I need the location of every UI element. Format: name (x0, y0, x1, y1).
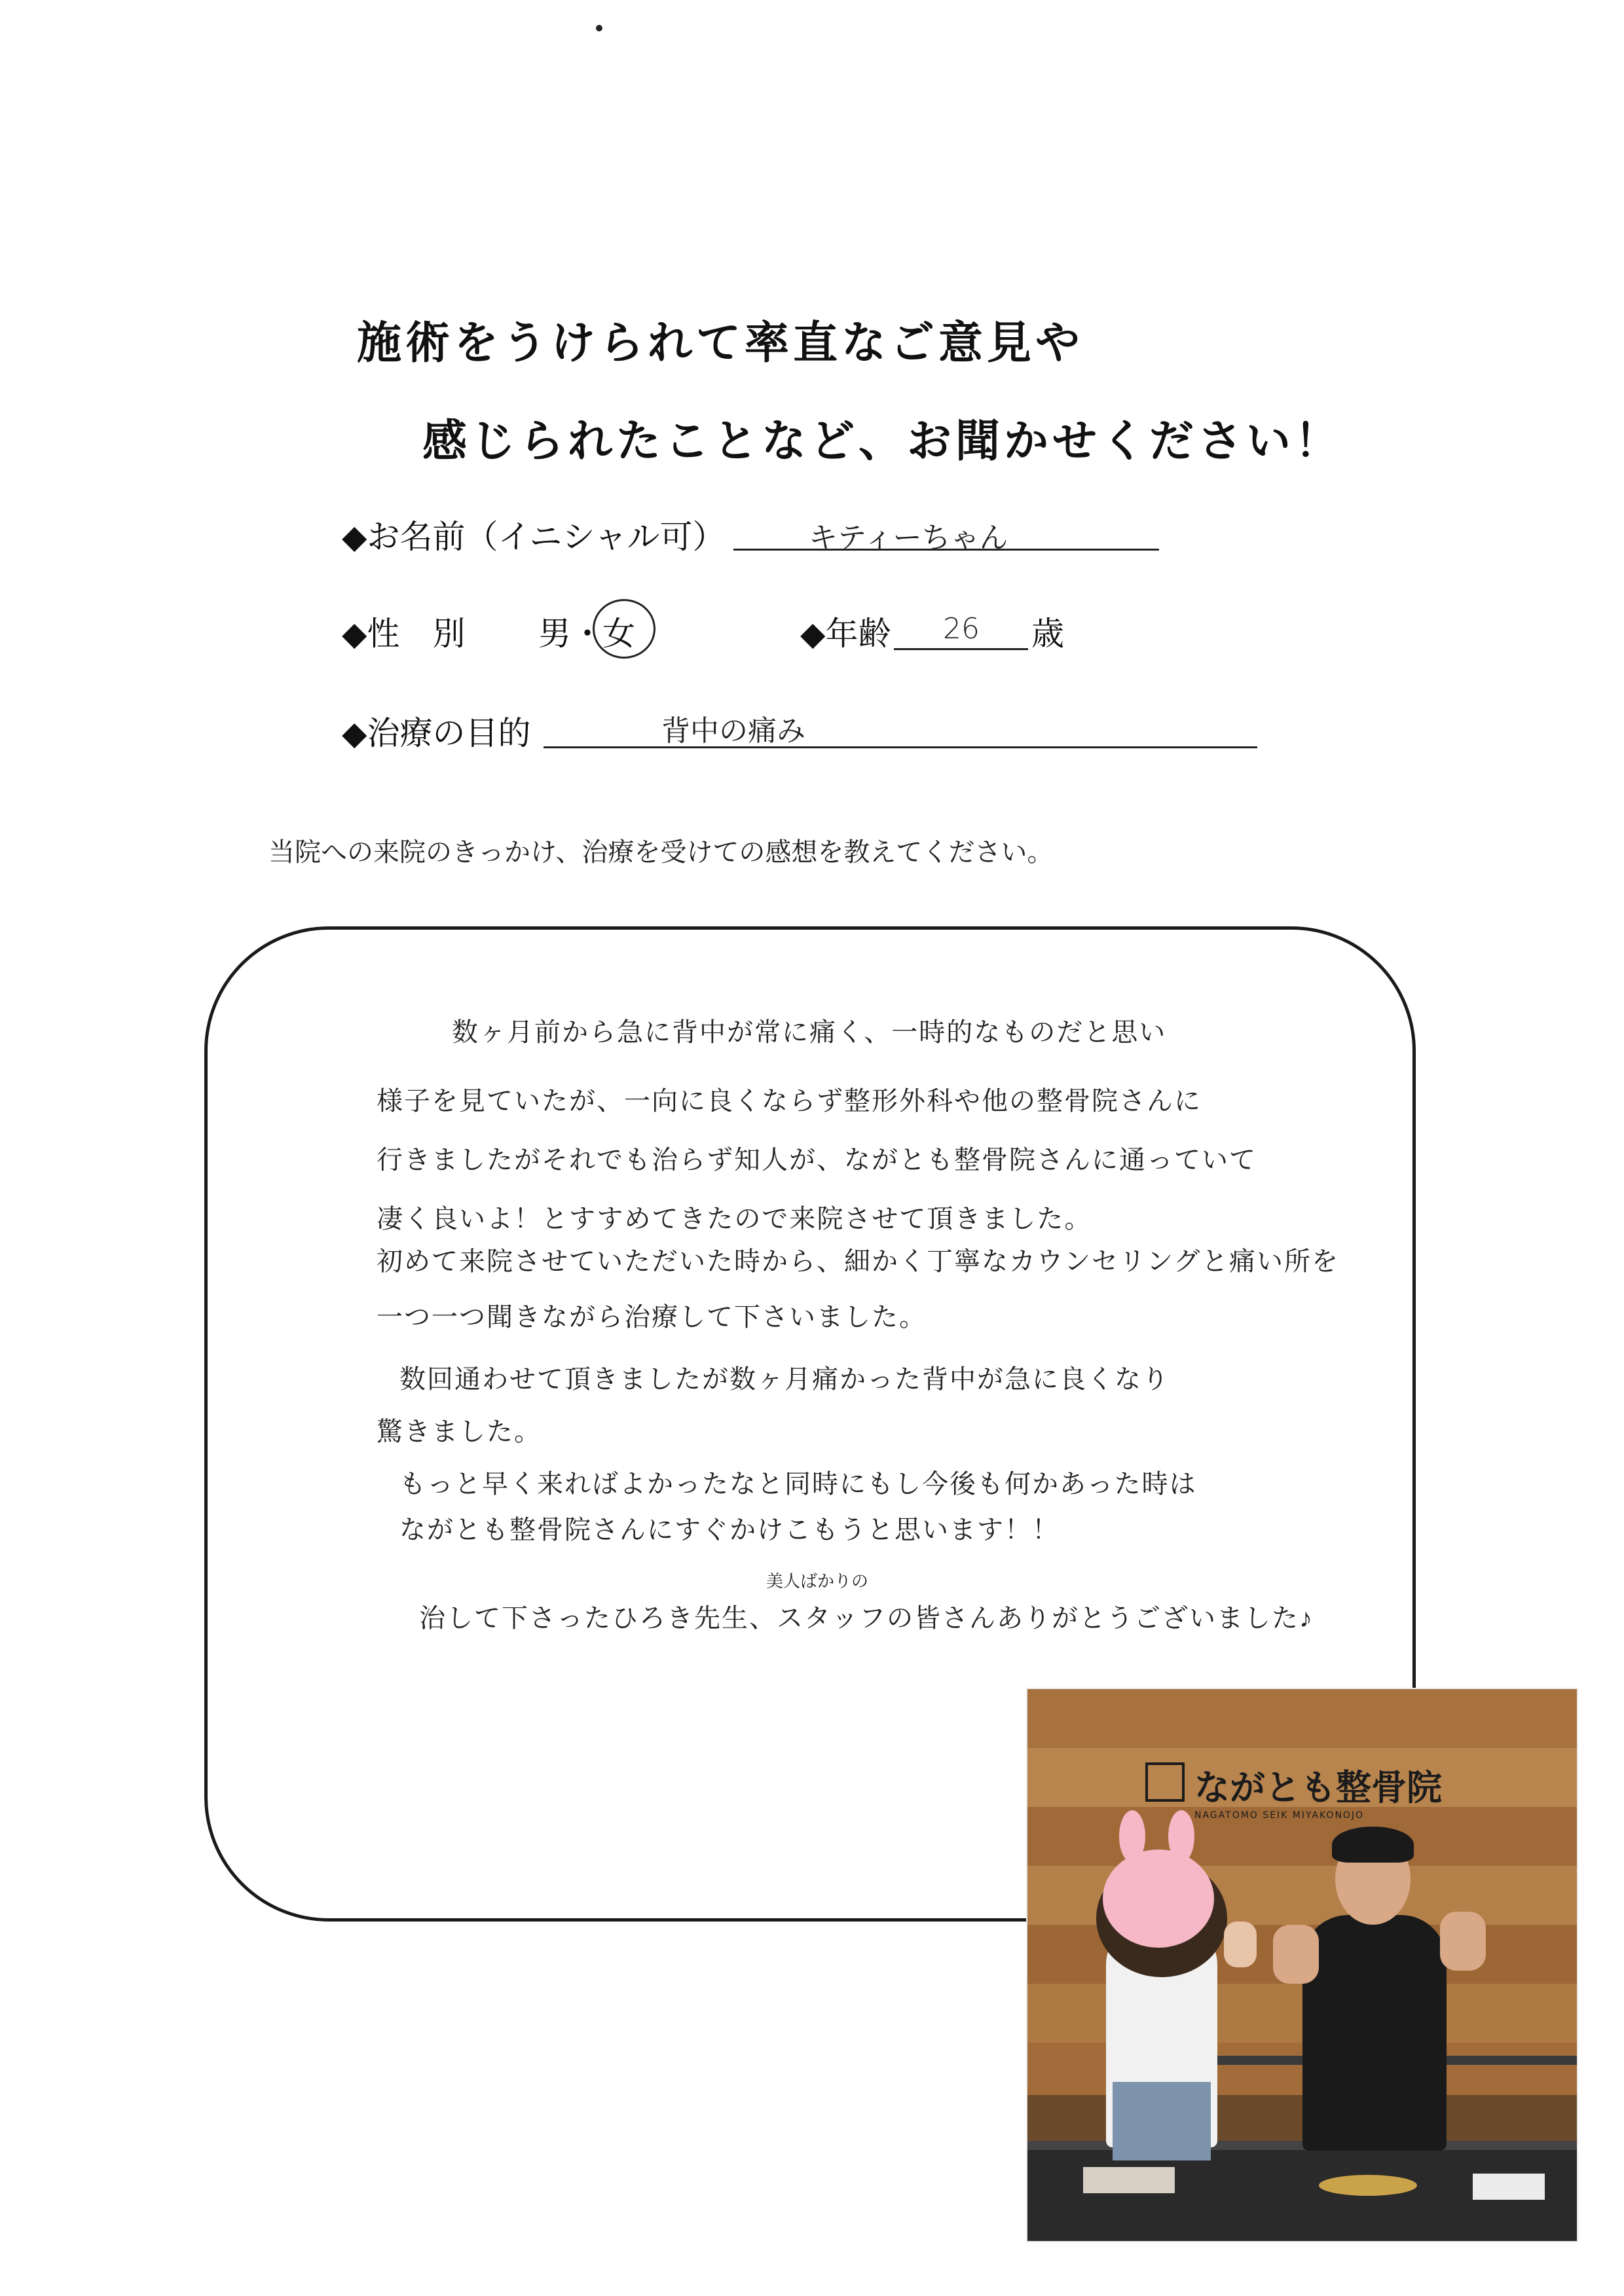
age-underline (894, 648, 1028, 650)
gender-label: ◆性 別 (342, 615, 466, 653)
feedback-prompt: 当院への来院のきっかけ、治療を受けての感想を教えてください。 (268, 837, 1054, 867)
comment-line: 凄く良いよ！とすすめてきたので来院させて頂きました。 (377, 1204, 1092, 1234)
raised-hand-icon (1224, 1922, 1257, 1967)
comment-line: 一つ一つ聞きながら治療して下さいました。 (377, 1302, 927, 1332)
comment-line: 治して下さったひろき先生、スタッフの皆さんありがとうございました♪ (419, 1603, 1314, 1633)
wood-plank (1027, 1689, 1577, 1748)
comment-line: 数回通わせて頂きましたが数ヶ月痛かった背中が急に良くなり (399, 1364, 1170, 1394)
purpose-underline (544, 746, 1257, 748)
clinic-logo-icon (1145, 1762, 1185, 1802)
comment-insert-note: 美人ばかりの (766, 1572, 869, 1592)
clinic-photo (1026, 1688, 1578, 2242)
person-left-legs (1113, 2082, 1211, 2160)
raised-hand-icon (1273, 1925, 1319, 1984)
counter-dish (1319, 2175, 1417, 2196)
person-right-body (1302, 1915, 1447, 2151)
page-title-line-2: 感じられたことなど、お聞かせください！ (422, 416, 1344, 467)
counter-tray (1083, 2167, 1175, 2193)
gender-option-female: 女 (602, 615, 635, 653)
bunny-ear-icon (1168, 1810, 1194, 1863)
name-label: ◆お名前（イニシャル可） (342, 518, 726, 556)
comment-line: 行きましたがそれでも治らず知人が、ながとも整骨院さんに通っていて (377, 1145, 1257, 1175)
gender-option-male: 男 (538, 615, 571, 653)
page-title-line-1: 施術をうけられて率直なご意見や (357, 318, 1084, 369)
counter-box (1473, 2174, 1545, 2200)
comment-line: 数ヶ月前から急に背中が常に痛く、一時的なものだと思い (452, 1017, 1167, 1048)
person-right-hair (1332, 1827, 1414, 1863)
raised-hand-icon (1440, 1912, 1486, 1971)
bunny-ear-icon (1119, 1810, 1145, 1863)
age-unit: 歳 (1031, 615, 1064, 653)
gender-selected-circle-icon (593, 599, 655, 659)
bunny-mask-icon (1103, 1850, 1214, 1948)
comment-line: ながとも整骨院さんにすぐかけこもうと思います！！ (399, 1515, 1060, 1545)
name-value: キティーちゃん (809, 521, 1008, 555)
gender-separator: ・ (571, 615, 604, 653)
comment-line: 様子を見ていたが、一向に良くならず整形外科や他の整骨院さんに (377, 1086, 1202, 1116)
comment-line: 初めて来院させていただいた時から、細かく丁寧なカウンセリングと痛い所を (377, 1247, 1339, 1277)
clinic-sign-subtitle: NAGATOMO SEIK MIYAKONOJO (1194, 1810, 1365, 1821)
age-value: 26 (943, 612, 980, 646)
purpose-value: 背中の痛み (661, 714, 805, 748)
purpose-label: ◆治療の目的 (342, 714, 531, 752)
comment-line: もっと早く来ればよかったなと同時にもし今後も何かあった時は (399, 1469, 1197, 1499)
scan-speck (596, 25, 602, 31)
comment-line: 驚きました。 (377, 1417, 542, 1447)
age-label: ◆年齢 (800, 615, 891, 653)
clinic-sign-name: ながとも整骨院 (1194, 1767, 1442, 1808)
name-underline (733, 549, 1159, 551)
